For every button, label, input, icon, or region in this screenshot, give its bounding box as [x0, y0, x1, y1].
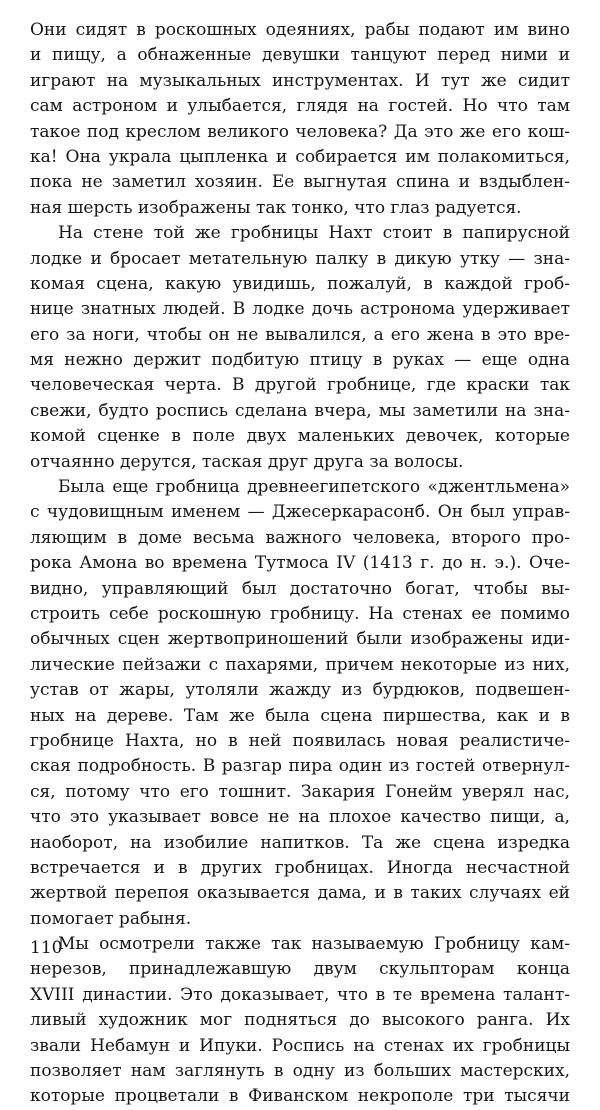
text-line: ка! Она украла цыпленка и собирается им полакомиться,: [30, 146, 570, 167]
text-line: сам астроном и улыбается, глядя на гостей. Но что там: [30, 96, 570, 117]
text-line: нерезов, принадлежавшую двум скульпторам конца: [30, 959, 570, 980]
text-line: и пищу, а обнаженные девушки танцуют перед ними и: [30, 45, 570, 66]
text-line: его за ноги, чтобы он не вывалился, а его жена в это вре-: [30, 324, 570, 345]
text-line: пока не заметил хозяин. Ее выгнутая спина и вздыблен-: [30, 172, 570, 193]
text-line: встречается и в других гробницах. Иногда несчастной: [30, 857, 570, 878]
text-line: видно, управляющий был достаточно богат, чтобы вы-: [30, 578, 570, 599]
text-line: помогает рабыня.: [30, 908, 192, 929]
text-line: ляющим в доме весьма важного человека, второго про-: [30, 527, 570, 548]
text-line: Они сидят в роскошных одеяниях, рабы подают им вино: [30, 20, 570, 40]
text-line: отчаянно дерутся, таская друг друга за волосы.: [30, 451, 464, 472]
text-line: жертвой перепоя оказывается дама, и в таких случаях ей: [30, 883, 570, 904]
text-line: нице знатных людей. В лодке дочь астронома удерживает: [30, 299, 570, 320]
text-line: гробнице Нахта, но в ней появилась новая реалистиче-: [30, 730, 570, 751]
text-line: ская подробность. В разгар пира один из гостей отвернул-: [30, 756, 570, 777]
text-line: ных на дереве. Там же была сцена пиршества, как и в: [30, 705, 570, 726]
text-line: играют на музыкальных инструментах. И тут же сидит: [30, 70, 570, 91]
paragraph-2: [30, 221, 570, 475]
text-line: Мы осмотрели также так называемую Гробницу кам-: [58, 934, 570, 955]
text-line: которые процветали в Фиванском некрополе три тысячи: [30, 1086, 570, 1107]
text-line: рока Амона во времена Тутмоса IV (1413 г. до н. э.). Оче-: [30, 553, 570, 574]
text-line: позволяет нам заглянуть в одну из больших мастерских,: [30, 1061, 570, 1082]
paragraph-3: [30, 475, 570, 932]
text-line: ся, потому что его тошнит. Закария Гонейм уверял нас,: [30, 781, 570, 802]
text-line: комой сценке в поле двух маленьких девочек, которые: [30, 426, 570, 447]
text-line: свежи, будто роспись сделана вчера, мы заметили на зна-: [30, 400, 570, 421]
text-line: Была еще гробница древнеегипетского «джентльмена»: [58, 477, 570, 498]
text-line: звали Небамун и Ипуки. Роспись на стенах их гробницы: [30, 1035, 570, 1056]
page-text: [30, 18, 570, 1110]
text-line: лодке и бросает метательную палку в дикую утку — зна-: [30, 248, 570, 269]
text-line: с чудовищным именем — Джесеркарасонб. Он был управ-: [30, 502, 570, 523]
text-line: наоборот, на изобилие напитков. Та же сцена изредка: [30, 832, 570, 853]
text-line: обычных сцен жертвоприношений были изображены иди-: [30, 629, 570, 650]
text-line: строить себе роскошную гробницу. На стенах ее помимо: [30, 603, 570, 624]
text-line: человеческая черта. В другой гробнице, где краски так: [30, 375, 570, 396]
text-line: На стене той же гробницы Нахт стоит в папирусной: [58, 223, 570, 244]
text-line: XVIII династии. Это доказывает, что в те времена талант-: [30, 984, 570, 1005]
page-number: 110: [30, 938, 63, 958]
text-line: ная шерсть изображены так тонко, что глаз радуется.: [30, 197, 522, 218]
text-line: мя нежно держит подбитую птицу в руках — еще одна: [30, 350, 570, 371]
text-line: устав от жары, утоляли жажду из бурдюков, подвешен-: [30, 680, 570, 701]
text-line: комая сцена, какую увидишь, пожалуй, в каждой гроб-: [30, 273, 570, 294]
paragraph-1: [30, 18, 570, 221]
text-line: такое под креслом великого человека? Да это же его кош-: [30, 121, 570, 142]
text-line: что это указывает вовсе не на плохое качество пищи, а,: [30, 807, 570, 828]
text-line: лические пейзажи с пахарями, причем некоторые из них,: [30, 654, 570, 675]
paragraph-4: [30, 932, 570, 1110]
text-line: ливый художник мог подняться до высокого ранга. Их: [30, 1010, 570, 1031]
